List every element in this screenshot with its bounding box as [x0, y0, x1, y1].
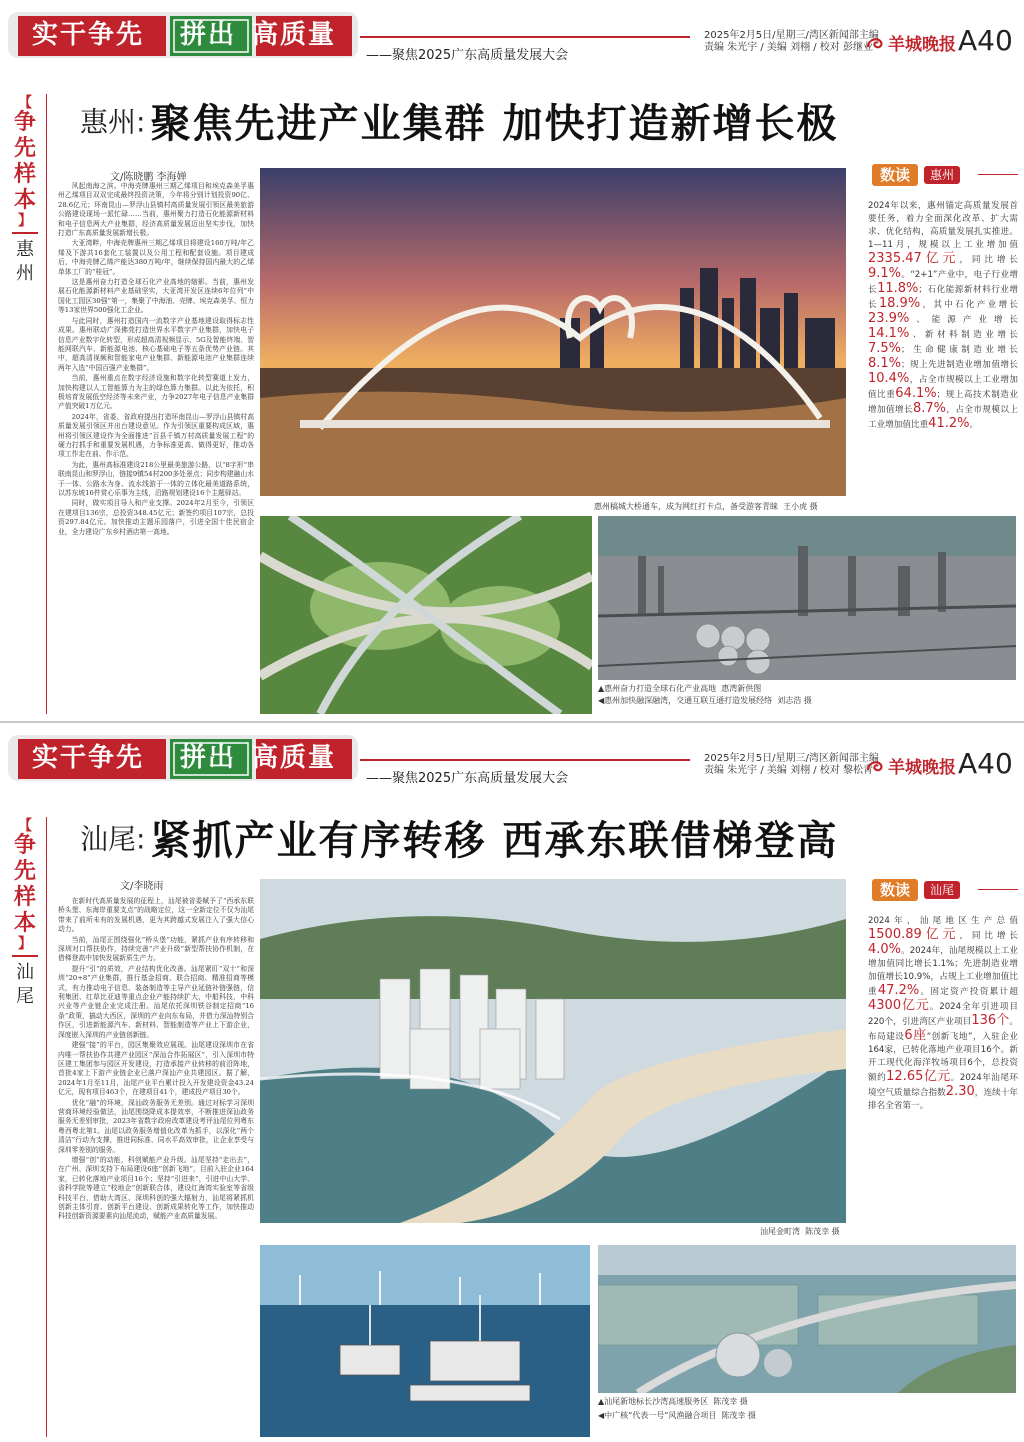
byline: 文/李晓雨: [120, 881, 164, 892]
offshore-caption: [598, 1411, 756, 1421]
caption-author: 陈茂幸 摄: [805, 1227, 840, 1236]
bridge-caption: [594, 502, 818, 512]
data-text: 。: [969, 420, 979, 430]
data-text: ；规上先进制造业增加值增长: [901, 360, 1018, 370]
side-char: 先: [13, 136, 36, 161]
banner-rule: [360, 759, 690, 761]
side-char: 争: [13, 110, 36, 135]
data-city-badge: 汕尾: [924, 881, 960, 899]
side-bracket-close: 】: [18, 936, 32, 952]
page-shanwei: [0, 721, 1024, 1442]
side-city-char: 汕: [16, 962, 34, 983]
data-highlight-number: 18.9%: [878, 296, 921, 311]
headline-city: 惠州:: [80, 105, 146, 139]
caption-author: 陈茂幸 摄: [721, 1411, 756, 1420]
data-panel-body: [868, 200, 1018, 432]
caption-author: 陈茂幸 摄: [713, 1397, 748, 1406]
article-paragraph: 优化“融”的环境，深汕政务服务无差别。通过对标学习深圳营商环境经验做法，汕尾围绕降成本提效率，不断推进深汕政务服务无差别审批，2023年省数字政府改革建设考评汕尾位列粤东粤西粤北第1。汕尾以政务服务增值化改革为抓手，以深化“两个清洁”行动为支撑，推进同标准、同水平高效审批，让企业享受与深圳零差别的服务。: [58, 1098, 254, 1154]
meta-date: 2025年2月5日/星期三/湾区新闻部主编: [704, 30, 879, 41]
article-paragraph: 2024年，省委、省政府提出打造环南昆山—罗浮山县镇村高质量发展引领区并出台建设意见。作为引领区重要构成区域，惠州将引领区建设作为全面推进“百县千镇万村高质量发展工程”的硬力打抓手和重要发展机遇，力争标准更高、做得更好，推动各项工作走在前、作示范。: [58, 412, 254, 459]
page-number: A40: [958, 24, 1013, 57]
caption-text: ◀惠州加快融深融湾，交通互联互通打造发展经络: [598, 696, 773, 705]
meta-date: 2025年2月5日/星期三/湾区新闻部主编: [704, 753, 879, 764]
data-highlight-number: 8.7%: [912, 401, 947, 416]
data-highlight-number: 23.9%: [868, 311, 910, 326]
data-highlight-number: 4300亿元: [868, 998, 930, 1013]
article-body: [58, 897, 254, 1437]
side-tag: [8, 819, 42, 1009]
data-highlight-number: 2.30: [945, 1084, 975, 1099]
side-bracket-open: 【: [18, 95, 32, 111]
article-paragraph: 大亚湾畔，中海壳牌惠州三期乙烯项目将建设160万吨/年乙烯及下游共16套化工装置以及公用工程和配套设施。项目建成后，中海壳牌乙烯产能达380万吨/年，继续保持国内最大的乙烯单体工厂的“桂冠”。: [58, 239, 254, 276]
data-highlight-number: 9.1%: [868, 266, 902, 281]
data-header-rule: [978, 889, 1018, 890]
side-char: 先: [13, 859, 36, 884]
data-highlight-number: 6座: [904, 1028, 927, 1043]
caption-text: ◀中广核“代表一号”风渔融合项目: [598, 1411, 717, 1420]
caption-author: 刘志浩 摄: [777, 696, 812, 705]
beach-caption: [760, 1227, 840, 1237]
article-paragraph: 与此同时，惠州打造国内一流数字产业基地建设取得标志性成果。惠州联动广深佛莞打造世界水平数字产业集群，加快电子信息产业数字化转型，形成超高清视频显示、5G及智能终端、智能网联汽车、新能源电池、核心基础电子等五条优势产业链。其中，超高清视频和智能家电产业集群、新能源电池产业集群连续两年入选“中国百强产业集群”。: [58, 316, 254, 372]
banner-part2: 拼出: [179, 743, 236, 773]
data-text: 。2024全年引进项目220个，引进湾区产业项目: [868, 1002, 1018, 1027]
data-text: ，同比增长: [959, 255, 1018, 265]
beach-photo: [260, 879, 846, 1223]
data-text: 。2024年汕尾环境空气质量综合指数: [868, 1073, 1018, 1098]
sub-banner: ——聚焦2025广东高质量发展大会: [366, 771, 569, 786]
data-highlight-number: 1500.89亿元: [868, 927, 960, 942]
bridge-photo: [260, 168, 846, 496]
banner-rule: [360, 36, 690, 38]
data-highlight-number: 2335.47亿元: [868, 251, 960, 266]
article-body: [58, 182, 254, 714]
data-highlight-number: 12.65亿元: [886, 1069, 951, 1084]
data-text: ，占全市规模以上工业增加值比重: [868, 405, 1018, 430]
paper-logo: [866, 30, 956, 55]
page-meta: [704, 30, 879, 54]
article-paragraph: 同时，做实项目导入和产业支撑。2024年2月至今，引领区在建项目136宗，总投资348.45亿元；新签约项目107宗，总投资297.84亿元。加快推动主题乐园落户，引进全国十佳民宿企业，全力建设广东乡村酒店第一高地。: [58, 499, 254, 536]
data-text: 、能源产业增长: [909, 315, 1018, 325]
headline-title: 紧抓产业有序转移 西承东联借梯登高: [150, 818, 839, 864]
side-char: 样: [13, 885, 36, 910]
article-paragraph: 风起南海之滨。中海壳牌惠州三期乙烯项目和埃克森美孚惠州乙烯项目双双完成最终投资决策，今年将分别计划投资90亿、28.6亿元；环南昆山—罗浮山县镇村高质量发展引领区最美旅游公路建设现场一派忙碌……当前，惠州聚力打造石化能源新材料和电子信息两大产业集群，经济高质量发展迈出坚实步伐，加快打造广东高质量发展新增长极。: [58, 182, 254, 238]
data-text: ；规上高技术制造业增加值增长: [868, 390, 1018, 415]
article-paragraph: 为此，惠州高标准建设218公里最美旅游公路，以“8字形”串联南昆山和罗浮山，链接9镇54村200多处景点；同步构建融山水于一体、公路水为身、流水线游于一体的立体化最美道路系统，以苏东坡16件赏心乐事为主线，沿路规划建设16个主题驿站。: [58, 460, 254, 497]
data-highlight-number: 7.5%: [868, 341, 902, 356]
data-highlight-number: 14.1%: [868, 326, 910, 341]
page-meta: [704, 753, 879, 777]
caption-text: ▲惠州奋力打造全球石化产业高地: [598, 684, 717, 693]
meta-editors: 责编 朱光宇 / 美编 刘栩 / 校对 彭继业: [704, 42, 873, 53]
data-text: 。布局建设: [868, 1017, 1018, 1042]
data-text: ，连续十年排名全省第一。: [868, 1088, 1018, 1111]
data-highlight-number: 11.8%: [877, 281, 919, 296]
article-paragraph: 增强“创”的动能，科创赋能产业升级。汕尾坚持“走出去”，在广州、深圳支持下布局建设6座“创新飞地”，目前入驻企业164家，已转化落地产业项目16个；坚持“引进来”，引进中山大学、省科学院等建立“校地企”创新联合体，建设红海湾实验室等省级科技平台，借助大湾区、深圳科创的强大辐射力，汕尾将紧抓机创新主体引育、创新平台建设、创新成果转化等工作，加快推动科技创新资源要素向汕尾流动，赋能产业高质量发展。: [58, 1155, 254, 1221]
article-paragraph: 在新时代高质量发展的征程上，汕尾被省委赋予了“西承东联桥头堡、东海岸重要支点”的战略定位，这一全新定位不仅为汕尾带来了前所未有的发展机遇，更为其跨越式发展注入了强大信心动力。: [58, 897, 254, 934]
banner-part1: 实干争先: [32, 20, 145, 50]
data-text: ，其中石化产业增长: [920, 300, 1018, 310]
caption-text: 惠州稿城大桥通车，成为网红打卡点，备受游客青睐: [594, 502, 778, 511]
service-area-caption: [598, 1397, 748, 1407]
data-panel-header: [858, 162, 1018, 188]
headline: [80, 92, 838, 152]
refinery-caption: [598, 684, 761, 694]
paper-logo: [866, 753, 956, 778]
masthead: [0, 0, 1024, 72]
interchange-caption: [598, 696, 812, 706]
ram-logo-icon: [866, 35, 884, 53]
data-highlight-number: 4.0%: [868, 942, 902, 957]
page-number: A40: [958, 747, 1013, 780]
data-city-badge: 惠州: [924, 166, 960, 184]
sub-banner: ——聚焦2025广东高质量发展大会: [366, 48, 569, 63]
caption-text: ▲汕尾新地标长沙湾高速服务区: [598, 1397, 709, 1406]
banner-part3: 高质量: [252, 20, 337, 50]
side-divider: [12, 955, 38, 957]
data-highlight-number: 136个: [971, 1013, 1010, 1028]
side-city-char: 尾: [16, 986, 34, 1007]
offshore-photo: [260, 1245, 590, 1437]
caption-author: 王小虎 摄: [783, 502, 818, 511]
banner-part1: 实干争先: [32, 743, 145, 773]
side-bracket-close: 】: [18, 213, 32, 229]
banner-part2: 拼出: [179, 20, 236, 50]
data-highlight-number: 10.4%: [868, 371, 910, 386]
masthead: [0, 723, 1024, 795]
side-char: 本: [13, 188, 36, 213]
banner-part3: 高质量: [252, 743, 337, 773]
side-char: 本: [13, 911, 36, 936]
side-tag: [8, 96, 42, 286]
caption-text: 汕尾金町湾: [760, 1227, 800, 1236]
side-city-char: 惠: [16, 239, 34, 260]
article-paragraph: 当前，惠州重点在数字经济设施和数字化转型赛道上发力，加快构建以人工智能算力为主的绿色算力集群。以此为依托，积极培育发展低空经济等未来产业，力争2027年电子信息产业集群产值突破1万亿元。: [58, 374, 254, 411]
data-panel: [858, 877, 1018, 1111]
headline-city: 汕尾:: [80, 822, 146, 856]
side-rule: [46, 94, 47, 714]
side-bracket-open: 【: [18, 818, 32, 834]
side-rule: [46, 817, 47, 1437]
data-text: ；生命健康制造业增长: [901, 345, 1018, 355]
data-text: 2024年以来，惠州锚定高质量发展首要任务，着力全面深化改革、扩大需求、优化结构，高质量发展扎实推进。: [868, 201, 1018, 237]
data-text: 、新材料制造业增长: [909, 330, 1018, 340]
ram-logo-icon: [866, 758, 884, 776]
caption-author: 惠湾新供图: [721, 684, 762, 693]
data-text: ；石化能源新材料行业增长: [868, 285, 1018, 310]
paper-name: 羊城晚报: [888, 758, 956, 778]
article-paragraph: 提升“引”的质效，产业结构优化改善。汕尾紧盯“双十”和深圳“20+8”产业集群，推行基金招商、联合招商、精准招商等模式，有力推动电子信息、装备制造等主导产业延链补链强链，信利集团、红草比亚迪等重点企业产能持续扩大，中船科技、中科兴业等产业链企业完成注册。汕尾依托深圳铁谷制定招商“16条”政策，搞动大西区，深圳的产业向东布局，并借力深汕特别合作区，引进新能源汽车、新材料、智能制造等产业上下游企业，深度嵌入深圳的产业链创新链。: [58, 964, 254, 1039]
paper-name: 羊城晚报: [888, 35, 956, 55]
headline: [80, 809, 838, 869]
data-highlight-number: 64.1%: [895, 386, 937, 401]
data-badge: 数读: [872, 879, 918, 901]
data-panel: [858, 162, 1018, 431]
data-text: 。“2+1”产业中，电子行业增长: [868, 270, 1018, 295]
data-text: 1—11月，规模以上工业增加值: [868, 240, 1018, 250]
interchange-photo: [260, 516, 592, 714]
data-highlight-number: 47.2%: [877, 983, 920, 998]
refinery-photo: [598, 516, 1016, 680]
side-char: 样: [13, 162, 36, 187]
data-panel-body: [868, 915, 1018, 1113]
byline: 文/陈晓鹏 李海婵: [110, 172, 187, 183]
data-highlight-number: 8.1%: [868, 356, 902, 371]
data-text: ，占全市规模以上工业增加值比重: [868, 375, 1018, 400]
data-header-rule: [978, 174, 1018, 175]
data-text: 。固定资产投资累计超: [919, 987, 1018, 997]
headline-title: 聚焦先进产业集群 加快打造新增长极: [150, 101, 839, 147]
article-paragraph: 当前，汕尾正围绕强化“桥头堡”功能，紧抓产业有序转移和深圳对口帮扶协作，持续完善“产业升级”新型帮扶协作机制，在借梯登高中加快发展新质生产力。: [58, 935, 254, 963]
data-highlight-number: 41.2%: [928, 416, 970, 431]
data-text: ，同比增长: [959, 931, 1018, 941]
data-text: “创新飞地”，入驻企业164家，已转化落地产业项目16个。新开工现代化海洋牧场项目6个，总投资额约: [868, 1032, 1018, 1083]
data-badge: 数读: [872, 164, 918, 186]
data-text: 。2024年，汕尾规模以上工业增加值同比增长1.1%；先进制造业增加值增长10.9%，占规上工业增加值比重: [868, 946, 1018, 997]
side-char: 争: [13, 833, 36, 858]
data-text: 2024年，汕尾地区生产总值: [868, 916, 1018, 926]
article-paragraph: 建强“接”的平台，园区集聚效应展现。汕尾建设深圳市在省内唯一帮扶协作共建产业园区“深汕合作拓展区”，引入深圳市特区建工集团参与园区开发建设，打造承接产业转移的前沿阵地，首批4家上下游产业链企业已落户深汕产业共建园区。据了解，2024年1月至11月，汕尾产业平台累计投入开发建设资金43.24亿元，现有项目463个，在建项目41个，建成投产项目30个。: [58, 1041, 254, 1097]
meta-editors: 责编 朱光宇 / 美编 刘栩 / 校对 黎松青: [704, 765, 873, 776]
data-panel-header: [858, 877, 1018, 903]
service-area-photo: [598, 1245, 1016, 1393]
side-city-char: 州: [16, 263, 34, 284]
side-divider: [12, 232, 38, 234]
article-paragraph: 这是惠州奋力打造全球石化产业高地的缩影。当前，惠州发展石化能源新材料产业基础坚实，大亚湾开发区连续6年位列“中国化工园区30强”第一，集聚了中海油、壳牌、埃克森美孚、恒力等13家世界500强化工企业。: [58, 278, 254, 315]
